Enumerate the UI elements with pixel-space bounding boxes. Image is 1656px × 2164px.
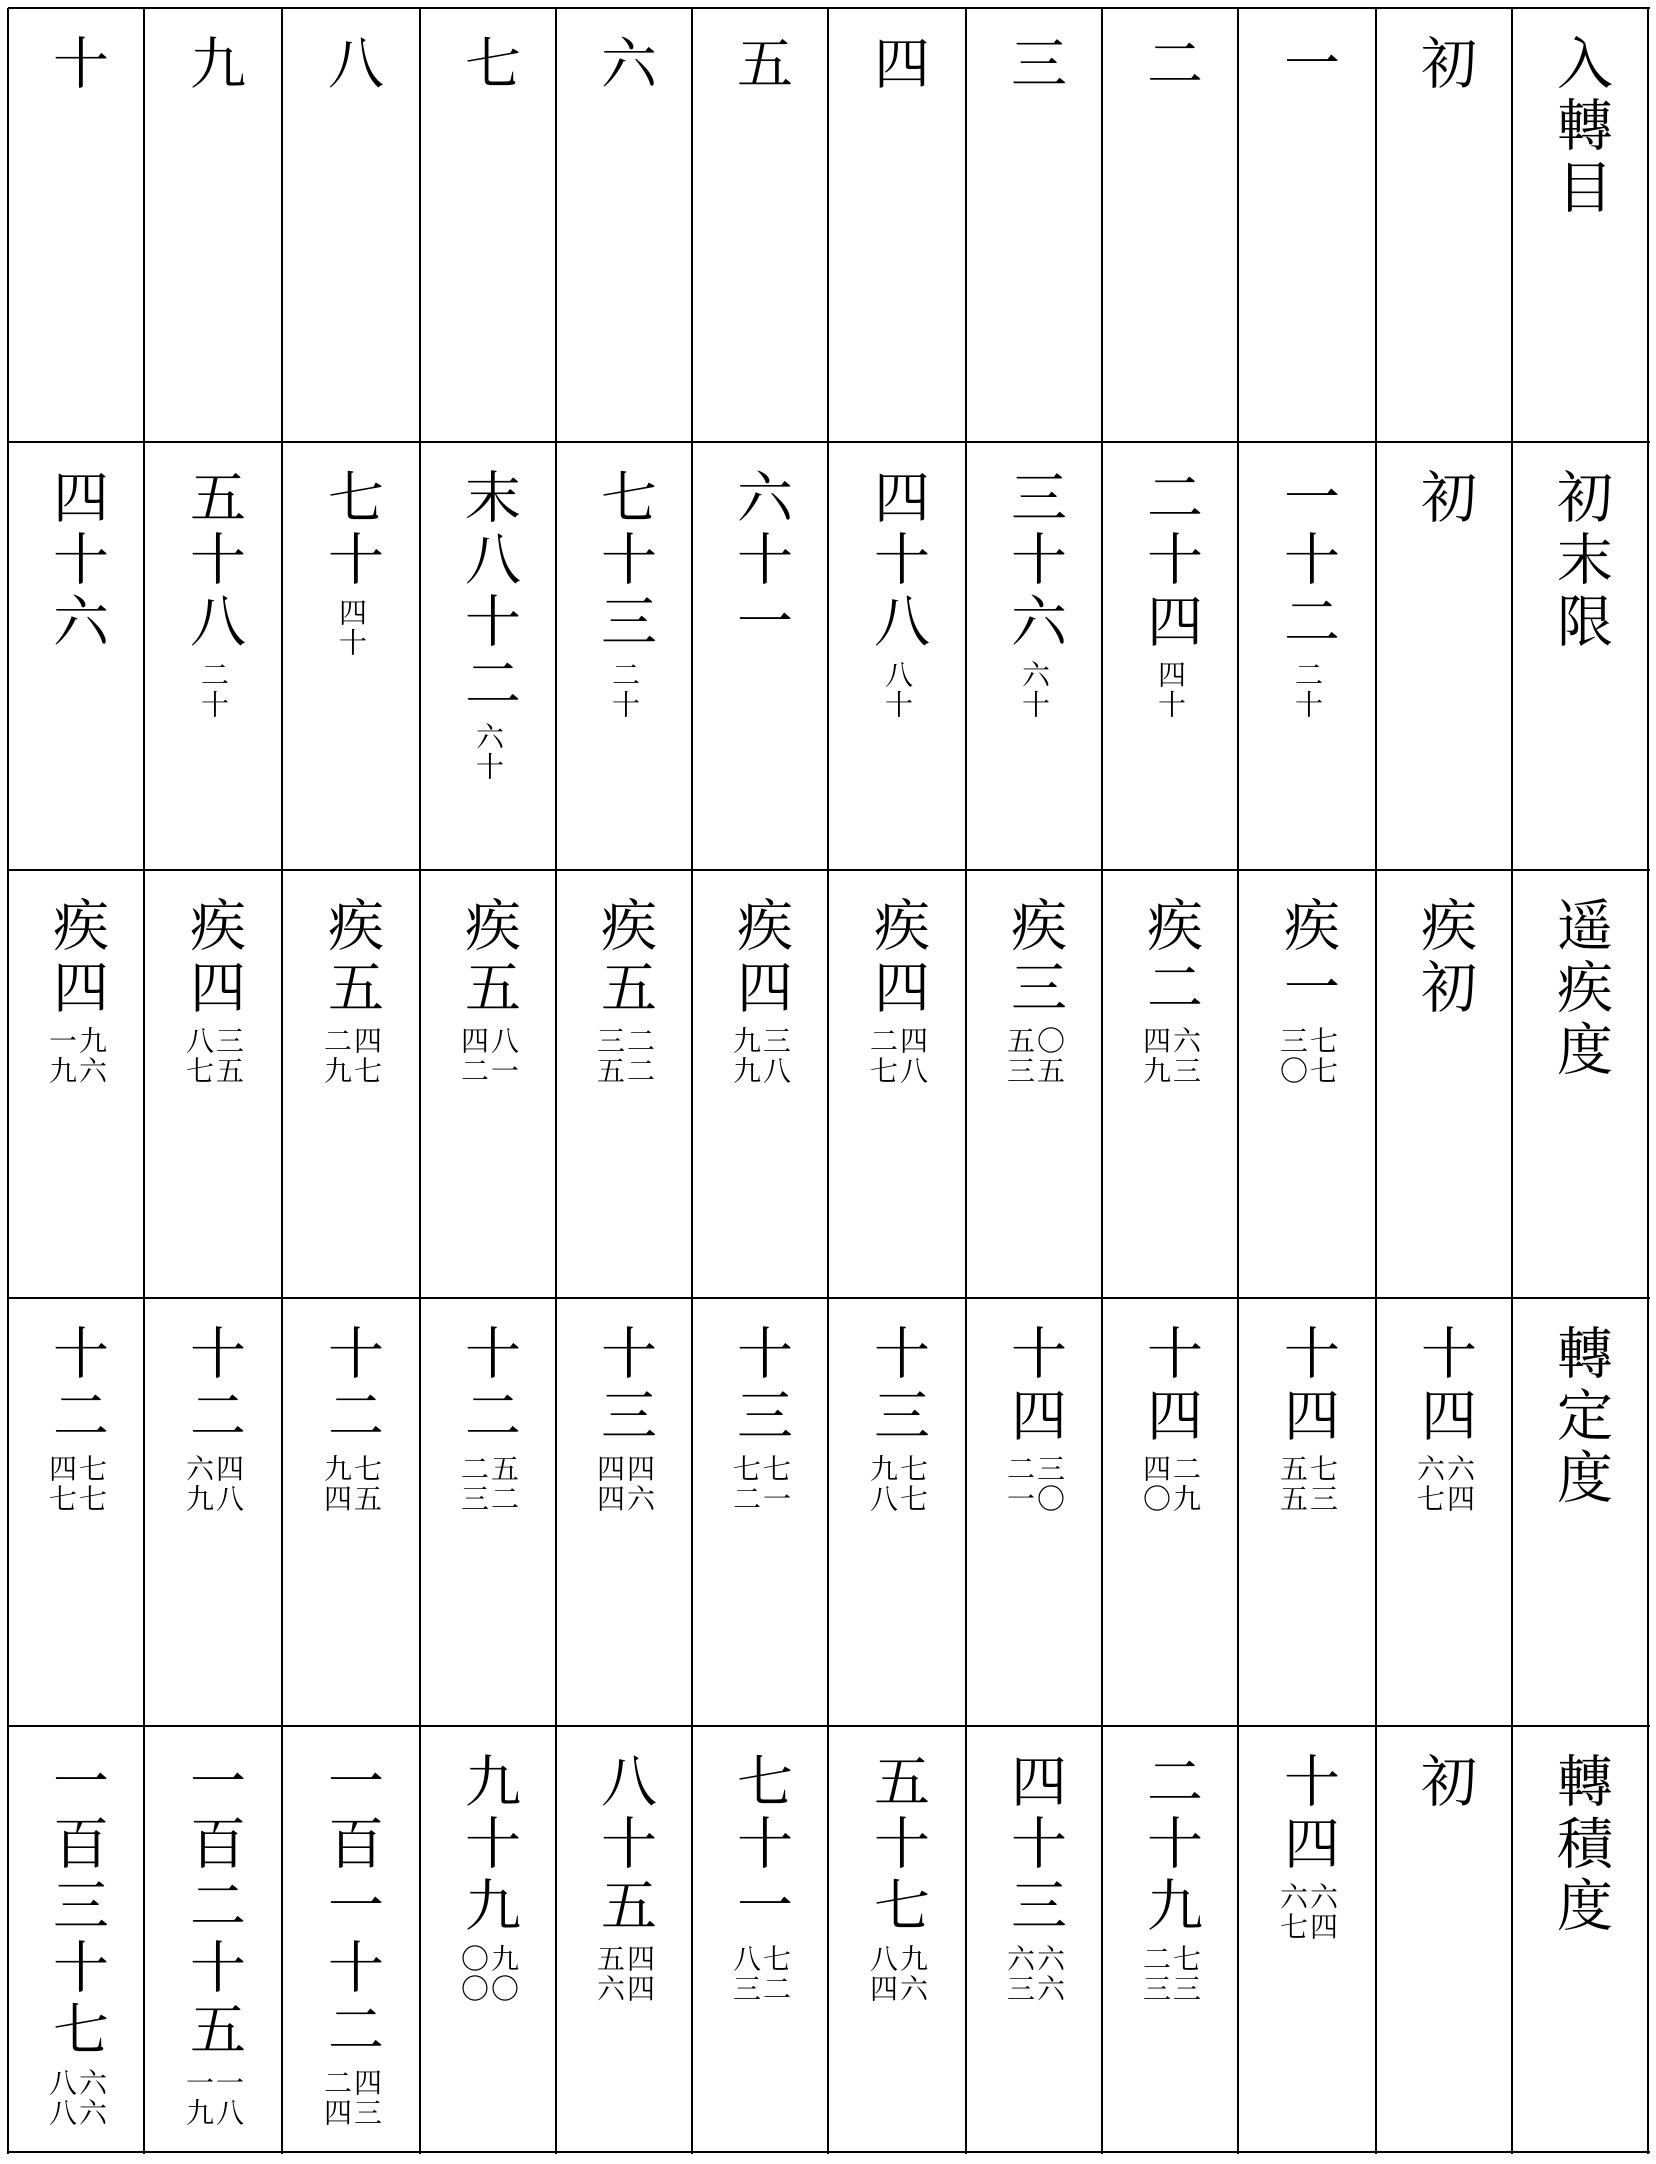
cell-main-value: 十二 — [44, 1324, 109, 1448]
cell-main-value: 疾四 — [181, 896, 246, 1020]
table-cell — [1102, 1298, 1238, 1726]
cell-main-value: 疾五 — [319, 896, 384, 1020]
cell-main-value: 六 — [592, 34, 657, 96]
cell-fraction-digits: 三〇 — [1276, 1026, 1309, 1086]
cell-fraction — [321, 2068, 381, 2128]
cell-fraction-digits: 六六 — [75, 2068, 108, 2128]
table-cell — [1102, 442, 1238, 870]
cell-fraction — [867, 1944, 927, 2004]
cell-fraction-digits: 四七 — [350, 1026, 383, 1086]
cell-fraction — [882, 660, 912, 720]
table-cell — [1376, 1298, 1512, 1726]
cell-fraction-digits: 六七 — [1413, 1454, 1446, 1514]
cell-fraction-digits: 九八 — [866, 1454, 899, 1514]
cell-fraction — [730, 1454, 790, 1514]
cell-fraction-digits: 二十 — [608, 660, 641, 720]
cell-fraction — [458, 1026, 518, 1086]
table-cell — [966, 870, 1102, 1298]
cell-main-value: 四十三 — [1002, 1752, 1067, 1938]
cell-fraction-digits: 二一 — [1003, 1454, 1036, 1514]
table-cell — [144, 1298, 282, 1726]
cell-fraction-digits: 九六 — [75, 1026, 108, 1086]
cell-main-value: 十四 — [1275, 1324, 1340, 1448]
cell-main-value: 十四 — [1002, 1324, 1067, 1448]
table-cell — [692, 870, 828, 1298]
cell-fraction-digits: 四十 — [1154, 660, 1187, 720]
cell-main-value: 十三 — [592, 1324, 657, 1448]
cell-fraction — [594, 1454, 654, 1514]
table-cell — [8, 1726, 144, 2152]
table-cell — [828, 870, 966, 1298]
cell-main-value: 十四 — [1412, 1324, 1477, 1448]
cell-main-value: 疾一 — [1275, 896, 1340, 1020]
cell-main-value: 疾五 — [456, 896, 521, 1020]
table-cell — [1102, 8, 1238, 442]
cell-fraction-digits: 八四 — [866, 1944, 899, 2004]
cell-fraction-digits: 五二 — [487, 1454, 520, 1514]
cell-main-value: 八十五 — [592, 1752, 657, 1938]
table-cell — [1102, 1726, 1238, 2152]
table-cell — [420, 870, 556, 1298]
table-cell — [1376, 1726, 1512, 2152]
cell-main-value: 九十九 — [456, 1752, 521, 1938]
table-cell — [8, 870, 144, 1298]
table-cell — [966, 1298, 1102, 1726]
cell-fraction-digits: 六四 — [1306, 1882, 1339, 1942]
cell-fraction-digits: 九六 — [896, 1944, 929, 2004]
cell-main-value: 八 — [319, 34, 384, 96]
cell-main-value: 三 — [1002, 34, 1067, 96]
cell-main-value: 十三 — [865, 1324, 930, 1448]
cell-fraction — [1004, 1454, 1064, 1514]
table-cell — [282, 870, 420, 1298]
cell-fraction — [1140, 1454, 1200, 1514]
cell-fraction-digits: 四九 — [1139, 1026, 1172, 1086]
table-cell — [8, 8, 144, 442]
cell-main-value: 一百一十二 — [319, 1752, 384, 2062]
cell-fraction-digits: 七七 — [1306, 1026, 1339, 1086]
cell-main-value: 六十一 — [728, 468, 793, 654]
table-cell — [420, 442, 556, 870]
cell-main-value: 疾四 — [44, 896, 109, 1020]
cell-fraction-digits: 七二 — [729, 1454, 762, 1514]
cell-fraction-digits: 一八 — [212, 2068, 245, 2128]
cell-main-value: 疾初 — [1412, 896, 1477, 1020]
row-header-label: 入轉目 — [1548, 34, 1613, 220]
cell-fraction-digits: 九〇 — [487, 1944, 520, 2004]
cell-fraction — [730, 1944, 790, 2004]
cell-fraction-digits: 三〇 — [1033, 1454, 1066, 1514]
cell-fraction-digits: 四六 — [623, 1454, 656, 1514]
cell-fraction-digits: 〇五 — [1033, 1026, 1066, 1086]
cell-fraction-digits: 六六 — [1033, 1944, 1066, 2004]
cell-fraction-digits: 八七 — [182, 1026, 215, 1086]
table-cell — [8, 442, 144, 870]
table-cell — [692, 1726, 828, 2152]
table-cell — [692, 1298, 828, 1726]
cell-fraction-digits: 二十 — [1291, 660, 1324, 720]
table-cell — [282, 8, 420, 442]
cell-fraction-digits: 六三 — [1169, 1026, 1202, 1086]
table-cell — [1512, 8, 1648, 442]
cell-main-value: 十四 — [1275, 1752, 1340, 1876]
cell-fraction-digits: 四八 — [896, 1026, 929, 1086]
table-cell — [144, 442, 282, 870]
table-cell — [282, 1726, 420, 2152]
cell-fraction-digits: 二三 — [457, 1454, 490, 1514]
table-cell — [282, 442, 420, 870]
table-cell — [692, 8, 828, 442]
table-cell — [1512, 442, 1648, 870]
cell-fraction-digits: 六七 — [1276, 1882, 1309, 1942]
table-cell — [1376, 8, 1512, 442]
cell-main-value: 初 — [1412, 468, 1477, 530]
cell-main-value: 疾四 — [865, 896, 930, 1020]
table-cell — [420, 1726, 556, 2152]
row-header-label: 轉定度 — [1548, 1324, 1613, 1510]
cell-fraction-digits: 四〇 — [1139, 1454, 1172, 1514]
cell-fraction — [46, 1026, 106, 1086]
table-cell — [692, 442, 828, 870]
table-cell — [966, 442, 1102, 870]
cell-main-value: 疾二 — [1138, 896, 1203, 1020]
cell-main-value: 一 — [1275, 34, 1340, 96]
cell-fraction-digits: 七三 — [1306, 1454, 1339, 1514]
cell-main-value: 二十九 — [1138, 1752, 1203, 1938]
cell-main-value: 七 — [456, 34, 521, 96]
cell-main-value: 一十二 — [1275, 468, 1340, 654]
cell-fraction-digits: 二四 — [320, 2068, 353, 2128]
cell-fraction-digits: 四八 — [212, 1454, 245, 1514]
table-cell — [966, 8, 1102, 442]
cell-main-value: 二十四 — [1138, 468, 1203, 654]
cell-fraction-digits: 二三 — [1139, 1944, 1172, 2004]
cell-main-value: 初 — [1412, 1752, 1477, 1814]
table-cell — [828, 1298, 966, 1726]
table-cell — [1238, 1726, 1376, 2152]
cell-fraction-digits: 五五 — [1276, 1454, 1309, 1514]
cell-main-value: 十二 — [456, 1324, 521, 1448]
cell-fraction-digits: 七七 — [896, 1454, 929, 1514]
cell-main-value: 四十八 — [865, 468, 930, 654]
table-cell — [556, 442, 692, 870]
cell-fraction — [321, 1454, 381, 1514]
cell-fraction-digits: 八一 — [487, 1026, 520, 1086]
table-cell — [1376, 870, 1512, 1298]
cell-fraction — [1277, 1882, 1337, 1942]
table-cell — [1238, 442, 1376, 870]
cell-main-value: 一百三十七 — [44, 1752, 109, 2062]
table-cell — [1238, 8, 1376, 442]
cell-fraction — [458, 1454, 518, 1514]
cell-fraction-digits: 九四 — [320, 1454, 353, 1514]
cell-fraction — [1019, 660, 1049, 720]
cell-fraction-digits: 二九 — [1169, 1454, 1202, 1514]
cell-fraction — [1140, 1026, 1200, 1086]
row-header-label: 初末限 — [1548, 468, 1613, 654]
cell-fraction-digits: 四三 — [350, 2068, 383, 2128]
cell-fraction — [1004, 1944, 1064, 2004]
cell-fraction — [867, 1454, 927, 1514]
cell-fraction-digits: 七五 — [350, 1454, 383, 1514]
table-cell — [1512, 870, 1648, 1298]
cell-fraction — [321, 1026, 381, 1086]
cell-fraction-digits: 四四 — [623, 1944, 656, 2004]
cell-fraction-digits: 四七 — [45, 1454, 78, 1514]
table-cell — [828, 442, 966, 870]
cell-fraction — [1277, 1026, 1337, 1086]
cell-fraction — [336, 598, 366, 658]
table-cell — [556, 870, 692, 1298]
cell-fraction-digits: 七二 — [759, 1944, 792, 2004]
cell-fraction — [46, 2068, 106, 2128]
row-header-label: 轉積度 — [1548, 1752, 1613, 1938]
cell-fraction-digits: 三八 — [759, 1026, 792, 1086]
cell-main-value: 十二 — [181, 1324, 246, 1448]
cell-main-value: 七十一 — [728, 1752, 793, 1938]
cell-main-value: 疾五 — [592, 896, 657, 1020]
cell-fraction — [183, 1454, 243, 1514]
table-cell — [144, 870, 282, 1298]
cell-fraction — [198, 660, 228, 720]
cell-fraction — [1004, 1026, 1064, 1086]
cell-fraction — [183, 2068, 243, 2128]
cell-fraction-digits: 八八 — [45, 2068, 78, 2128]
cell-fraction-digits: 四二 — [457, 1026, 490, 1086]
cell-fraction-digits: 三五 — [593, 1026, 626, 1086]
cell-main-value: 三十六 — [1002, 468, 1067, 654]
cell-fraction-digits: 七一 — [759, 1454, 792, 1514]
cell-main-value: 十三 — [728, 1324, 793, 1448]
cell-fraction-digits: 六四 — [1443, 1454, 1476, 1514]
cell-fraction-digits: 五六 — [593, 1944, 626, 2004]
table-cell — [8, 1298, 144, 1726]
table-cell — [420, 1298, 556, 1726]
table-cell — [556, 1726, 692, 2152]
cell-fraction — [1277, 1454, 1337, 1514]
cell-main-value: 五 — [728, 34, 793, 96]
cell-main-value: 疾四 — [728, 896, 793, 1020]
cell-main-value: 十二 — [319, 1324, 384, 1448]
cell-fraction-digits: 一九 — [45, 1026, 78, 1086]
table-cell — [556, 8, 692, 442]
table-cell — [144, 8, 282, 442]
table-cell — [1512, 1298, 1648, 1726]
cell-fraction — [1292, 660, 1322, 720]
cell-main-value: 末八十二 — [456, 468, 521, 716]
cell-main-value: 九 — [181, 34, 246, 96]
cell-fraction-digits: 八十 — [881, 660, 914, 720]
cell-fraction-digits: 〇〇 — [457, 1944, 490, 2004]
table-cell — [966, 1726, 1102, 2152]
cell-fraction-digits: 四四 — [593, 1454, 626, 1514]
cell-fraction-digits: 七三 — [1169, 1944, 1202, 2004]
cell-fraction-digits: 四十 — [335, 598, 368, 658]
table-cell — [1238, 870, 1376, 1298]
cell-main-value: 初 — [1412, 34, 1477, 96]
table-cell — [1102, 870, 1238, 1298]
table-cell — [144, 1726, 282, 2152]
cell-main-value: 十四 — [1138, 1324, 1203, 1448]
cell-main-value: 四十六 — [44, 468, 109, 654]
cell-fraction-digits: 一九 — [182, 2068, 215, 2128]
cell-main-value: 疾三 — [1002, 896, 1067, 1020]
table-cell — [1512, 1726, 1648, 2152]
cell-fraction — [1140, 1944, 1200, 2004]
cell-fraction — [183, 1026, 243, 1086]
cell-fraction — [730, 1026, 790, 1086]
cell-fraction-digits: 二十 — [197, 660, 230, 720]
cell-main-value: 五十七 — [865, 1752, 930, 1938]
cell-main-value: 二 — [1138, 34, 1203, 96]
cell-fraction — [867, 1026, 927, 1086]
cell-fraction-digits: 九九 — [729, 1026, 762, 1086]
cell-main-value: 七十 — [319, 468, 384, 592]
table-cell — [828, 1726, 966, 2152]
cell-fraction-digits: 三五 — [212, 1026, 245, 1086]
cell-main-value: 一百二十五 — [181, 1752, 246, 2062]
cell-main-value: 七十三 — [592, 468, 657, 654]
cell-fraction-digits: 五三 — [1003, 1026, 1036, 1086]
table-cell — [1238, 1298, 1376, 1726]
cell-fraction-digits: 八三 — [729, 1944, 762, 2004]
table-cell — [828, 8, 966, 442]
cell-fraction — [594, 1944, 654, 2004]
cell-fraction — [46, 1454, 106, 1514]
cell-fraction — [473, 722, 503, 782]
cell-fraction — [458, 1944, 518, 2004]
cell-fraction-digits: 六十 — [472, 722, 505, 782]
table-cell — [420, 8, 556, 442]
cell-main-value: 十 — [44, 34, 109, 96]
cell-main-value: 四 — [865, 34, 930, 96]
cell-fraction-digits: 六三 — [1003, 1944, 1036, 2004]
table-cell — [282, 1298, 420, 1726]
table-cell — [556, 1298, 692, 1726]
cell-fraction-digits: 二二 — [623, 1026, 656, 1086]
cell-fraction — [1155, 660, 1185, 720]
table-cell — [1376, 442, 1512, 870]
cell-fraction-digits: 七七 — [75, 1454, 108, 1514]
cell-fraction-digits: 二九 — [320, 1026, 353, 1086]
row-header-label: 遥疾度 — [1548, 896, 1613, 1082]
cell-main-value: 五十八 — [181, 468, 246, 654]
cell-fraction — [1414, 1454, 1474, 1514]
cell-fraction — [609, 660, 639, 720]
cell-fraction — [594, 1026, 654, 1086]
cell-fraction-digits: 六九 — [182, 1454, 215, 1514]
cell-fraction-digits: 二七 — [866, 1026, 899, 1086]
cell-fraction-digits: 六十 — [1018, 660, 1051, 720]
